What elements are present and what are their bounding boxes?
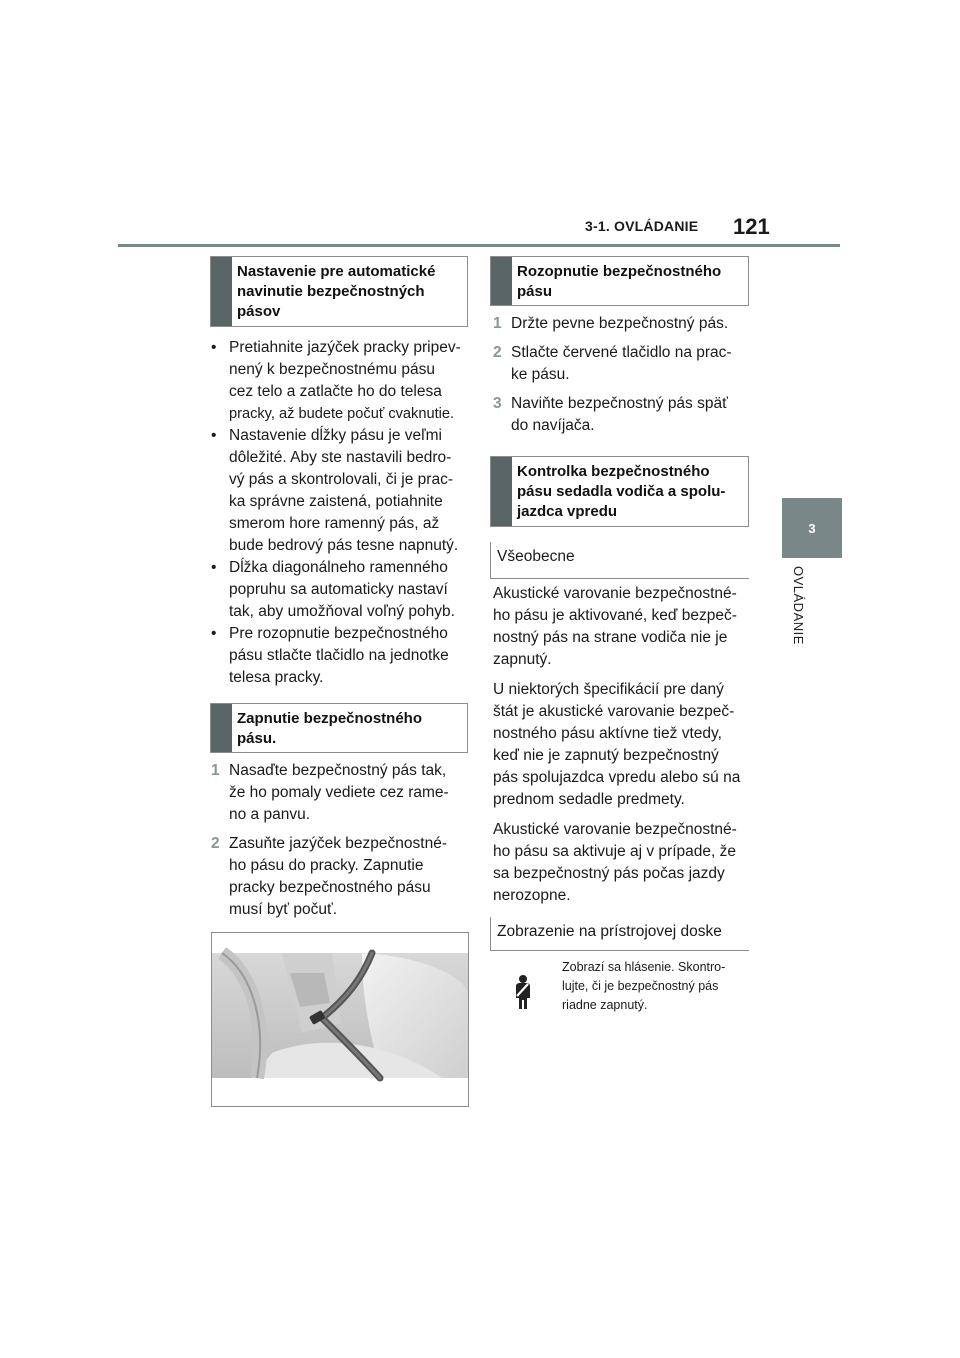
step-item: 1 Nasaďte bezpečnostný pás tak, že ho pomaly vediete cez rame- no a panvu.	[211, 762, 449, 823]
heading-box-fasten	[210, 703, 468, 753]
chapter-tab	[782, 498, 842, 558]
seatbelt-illustration-graphic	[212, 933, 468, 1106]
header-rule	[118, 244, 840, 247]
display-note: Zobrazí sa hlásenie. Skontro- lujte, či je bezpečnostný pás riadne zapnutý.	[562, 960, 726, 1012]
heading-text: Kontrolka bezpečnostného pásu sedadla vodiča a spolu- jazdca vpredu	[517, 463, 726, 520]
heading-bar	[491, 457, 512, 526]
page-number: 121	[733, 214, 770, 239]
heading-text: Nastavenie pre automatické navinutie bezpečnostných pásov	[237, 263, 436, 320]
seatbelt-illustration	[211, 932, 469, 1107]
paragraph: Akustické varovanie bezpečnostné- ho pásu sa aktivuje aj v prípade, že sa bezpečnostný pás počas jazdy nerozopne.	[493, 821, 737, 904]
paragraph: Akustické varovanie bezpečnostné- ho pásu je aktivované, keď bezpeč- nostný pás na strane vodiča nie je zapnutý.	[493, 585, 737, 668]
step-item: 2 Stlačte červené tlačidlo na prac- ke pásu.	[493, 344, 732, 383]
subhead-display: Zobrazenie na prístrojovej doske	[490, 917, 749, 951]
list-item: • Pre rozopnutie bezpečnostného pásu stlačte tlačidlo na jednotke telesa pracky.	[211, 625, 449, 686]
step-item: 2 Zasuňte jazýček bezpečnostné- ho pásu do pracky. Zapnutie pracky bezpečnostného pásu musí byť počuť.	[211, 835, 447, 918]
list-item: • Pretiahnite jazýček pracky pripev- nený k bezpečnostnému pásu cez telo a zatlačte ho do telesa pracky, až budete počuť cvaknutie.	[211, 339, 461, 422]
unfasten-steps	[493, 313, 755, 437]
step-item: 1 Držte pevne bezpečnostný pás.	[493, 315, 729, 332]
subhead-general: Všeobecne	[490, 542, 749, 579]
unfasten-steps-container	[493, 313, 755, 444]
heading-box-auto-retract	[210, 256, 468, 327]
bullet-list	[211, 337, 473, 689]
heading-bar	[211, 704, 232, 752]
heading-bar	[491, 257, 512, 305]
fasten-steps-container	[211, 760, 473, 928]
heading-bar	[211, 257, 232, 326]
step-item: 3 Naviňte bezpečnostný pás späť do navíjača.	[493, 395, 728, 434]
heading-box-indicator	[490, 456, 749, 527]
heading-text: Zapnutie bezpečnostného pásu.	[237, 710, 423, 747]
section-label: 3-1. OVLÁDANIE	[585, 218, 699, 234]
chapter-label: OVLÁDANIE	[791, 566, 806, 645]
chapter-number: 3	[808, 520, 816, 536]
heading-text: Rozopnutie bezpečnostného pásu	[517, 263, 722, 300]
fasten-steps	[211, 760, 473, 921]
paragraph: U niektorých špecifikácií pre daný štát je akustické varovanie bezpeč- nostného pásu aktívne tiež vtedy, keď nie je zapnutý bezpečnostný pás spolujazdca vpredu alebo sú na prednom sedadle predmety.	[493, 681, 741, 808]
bullet-list-container	[211, 337, 473, 689]
list-item: • Nastavenie dĺžky pásu je veľmi dôležité. Aby ste nastavili bedro- vý pás a skontrolovali, či je prac- ka správne zaistená, potiahnite smerom hore ramenný pás, až bude bedrový pás tesne napnutý.	[211, 427, 459, 554]
seatbelt-warning-icon	[510, 974, 536, 1010]
list-item: • Dĺžka diagonálneho ramenného popruhu sa automaticky nastaví tak, aby umožňoval voľný pohyb.	[211, 559, 455, 620]
warning-paragraphs	[493, 583, 755, 915]
heading-box-unfasten	[490, 256, 749, 306]
